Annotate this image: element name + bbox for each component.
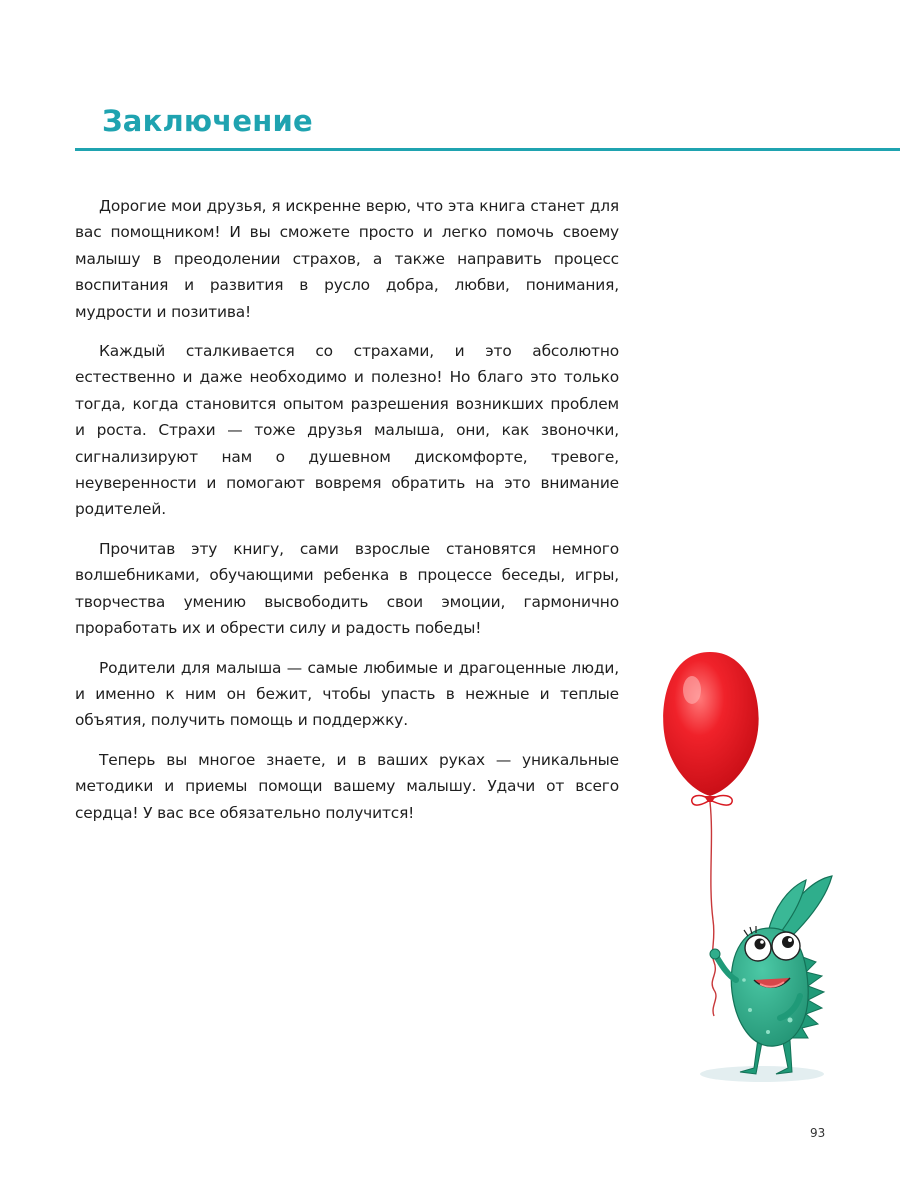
- green-monster: [710, 876, 832, 1074]
- paragraph: Прочитав эту книгу, сами взрослые становятся немного волшебниками, обучающими ребенка в процессе беседы, игры, творчества умению высвободить свои эмоции, гармонично проработать их и обрести силу и радость победы!: [75, 539, 619, 638]
- title-divider: [75, 148, 900, 151]
- paragraph: Теперь вы многое знаете, и в ваших руках — уникальные методики и приемы помощи вашему малышу. Удачи от всего сердца! У вас все обязательно получится!: [75, 750, 619, 822]
- ground-shadow: [700, 1066, 824, 1082]
- body-text: [75, 193, 619, 839]
- page-number: 93: [810, 1126, 826, 1140]
- chapter-title: Заключение: [102, 104, 313, 138]
- paragraph: Каждый сталкивается со страхами, и это абсолютно естественно и даже необходимо и полезно! Но благо это только тогда, когда становится опытом разрешения возникших проблем и роста. Страхи — тоже друзья малыша, они, как звоночки, сигнализируют нам о душевном дискомфорте, тревоге, неуверенности и помогают вовремя обратить на это внимание родителей.: [75, 342, 619, 519]
- paragraph: Родители для малыша — самые любимые и драгоценные люди, и именно к ним он бежит, чтобы упасть в нежные и теплые объятия, получить помощь и поддержку.: [75, 658, 619, 730]
- monster-with-balloon-illustration: [640, 640, 870, 1090]
- paragraph: Дорогие мои друзья, я искренне верю, что эта книга станет для вас помощником! И вы сможете просто и легко помочь своему малышу в преодолении страхов, а также направить процесс воспитания и развития в русло добра, любви, понимания, мудрости и позитива!: [75, 197, 619, 321]
